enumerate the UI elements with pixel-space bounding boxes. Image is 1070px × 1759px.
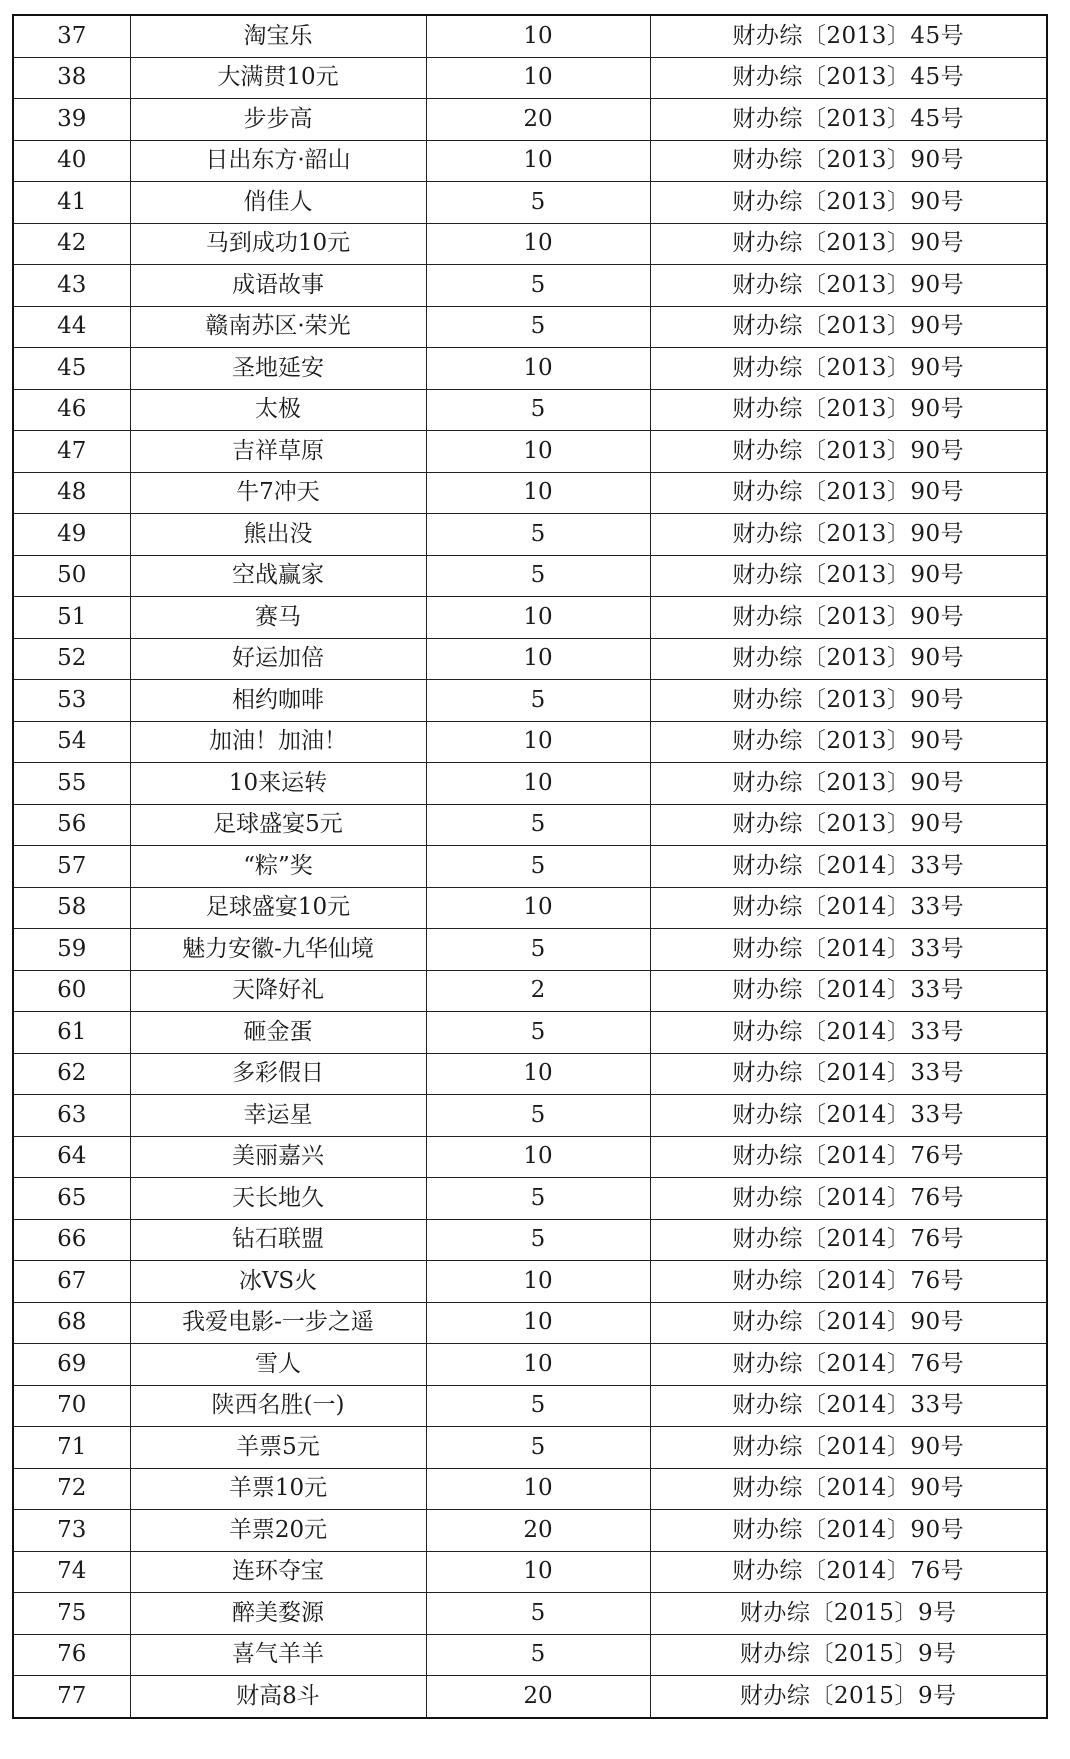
- table-row: [13, 1551, 1047, 1593]
- face-value-cell: 10: [426, 1468, 650, 1510]
- row-number-cell: 71: [13, 1427, 130, 1469]
- face-value-cell: 5: [426, 1385, 650, 1427]
- face-value-cell: 5: [426, 1012, 650, 1054]
- game-name-cell: “粽”奖: [130, 846, 426, 888]
- document-number-cell: 财办综〔2014〕33号: [650, 846, 1047, 888]
- face-value-cell: 5: [426, 846, 650, 888]
- document-number-cell: 财办综〔2014〕33号: [650, 929, 1047, 971]
- game-name-cell: 大满贯10元: [130, 57, 426, 99]
- table-row: [13, 1634, 1047, 1676]
- game-name-cell: 羊票10元: [130, 1468, 426, 1510]
- table-row: [13, 680, 1047, 722]
- face-value-cell: 10: [426, 15, 650, 57]
- face-value-cell: 10: [426, 472, 650, 514]
- face-value-cell: 5: [426, 182, 650, 224]
- row-number-cell: 45: [13, 348, 130, 390]
- game-name-cell: 圣地延安: [130, 348, 426, 390]
- row-number-cell: 76: [13, 1634, 130, 1676]
- face-value-cell: 5: [426, 514, 650, 556]
- document-number-cell: 财办综〔2014〕90号: [650, 1468, 1047, 1510]
- row-number-cell: 56: [13, 804, 130, 846]
- face-value-cell: 10: [426, 638, 650, 680]
- row-number-cell: 38: [13, 57, 130, 99]
- game-name-cell: 牛7冲天: [130, 472, 426, 514]
- game-name-cell: 财高8斗: [130, 1676, 426, 1718]
- face-value-cell: 5: [426, 1178, 650, 1220]
- row-number-cell: 53: [13, 680, 130, 722]
- face-value-cell: 5: [426, 306, 650, 348]
- face-value-cell: 5: [426, 929, 650, 971]
- face-value-cell: 10: [426, 431, 650, 473]
- table-row: [13, 1219, 1047, 1261]
- table-row: [13, 348, 1047, 390]
- document-number-cell: 财办综〔2013〕90号: [650, 555, 1047, 597]
- game-name-cell: 天降好礼: [130, 970, 426, 1012]
- face-value-cell: 5: [426, 1219, 650, 1261]
- document-number-cell: 财办综〔2013〕90号: [650, 680, 1047, 722]
- document-number-cell: 财办综〔2014〕33号: [650, 887, 1047, 929]
- row-number-cell: 77: [13, 1676, 130, 1718]
- face-value-cell: 5: [426, 1095, 650, 1137]
- table-row: [13, 1053, 1047, 1095]
- game-name-cell: 喜气羊羊: [130, 1634, 426, 1676]
- game-name-cell: 钻石联盟: [130, 1219, 426, 1261]
- row-number-cell: 65: [13, 1178, 130, 1220]
- row-number-cell: 61: [13, 1012, 130, 1054]
- game-name-cell: 足球盛宴10元: [130, 887, 426, 929]
- table-row: [13, 99, 1047, 141]
- document-number-cell: 财办综〔2013〕90号: [650, 472, 1047, 514]
- document-number-cell: 财办综〔2014〕33号: [650, 1053, 1047, 1095]
- table-row: [13, 763, 1047, 805]
- document-number-cell: 财办综〔2013〕45号: [650, 15, 1047, 57]
- game-name-cell: 成语故事: [130, 265, 426, 307]
- face-value-cell: 5: [426, 389, 650, 431]
- row-number-cell: 62: [13, 1053, 130, 1095]
- face-value-cell: 20: [426, 1676, 650, 1718]
- document-number-cell: 财办综〔2014〕33号: [650, 1012, 1047, 1054]
- document-number-cell: 财办综〔2014〕33号: [650, 1095, 1047, 1137]
- row-number-cell: 39: [13, 99, 130, 141]
- table-row: [13, 1385, 1047, 1427]
- table-row: [13, 638, 1047, 680]
- game-name-cell: 淘宝乐: [130, 15, 426, 57]
- document-number-cell: 财办综〔2013〕90号: [650, 804, 1047, 846]
- face-value-cell: 20: [426, 99, 650, 141]
- face-value-cell: 10: [426, 1261, 650, 1303]
- table-row: [13, 1012, 1047, 1054]
- document-number-cell: 财办综〔2014〕76号: [650, 1344, 1047, 1386]
- face-value-cell: 5: [426, 555, 650, 597]
- game-name-cell: 多彩假日: [130, 1053, 426, 1095]
- face-value-cell: 10: [426, 1344, 650, 1386]
- face-value-cell: 10: [426, 57, 650, 99]
- game-name-cell: 赣南苏区·荣光: [130, 306, 426, 348]
- document-number-cell: 财办综〔2013〕90号: [650, 140, 1047, 182]
- row-number-cell: 70: [13, 1385, 130, 1427]
- table-row: [13, 1136, 1047, 1178]
- row-number-cell: 40: [13, 140, 130, 182]
- face-value-cell: 10: [426, 223, 650, 265]
- game-name-cell: 砸金蛋: [130, 1012, 426, 1054]
- table-body: [13, 15, 1047, 1718]
- document-number-cell: 财办综〔2014〕76号: [650, 1261, 1047, 1303]
- table-row: [13, 929, 1047, 971]
- face-value-cell: 10: [426, 348, 650, 390]
- document-number-cell: 财办综〔2014〕90号: [650, 1510, 1047, 1552]
- table-row: [13, 1261, 1047, 1303]
- table-row: [13, 57, 1047, 99]
- row-number-cell: 67: [13, 1261, 130, 1303]
- document-number-cell: 财办综〔2013〕45号: [650, 57, 1047, 99]
- game-name-cell: 相约咖啡: [130, 680, 426, 722]
- row-number-cell: 57: [13, 846, 130, 888]
- row-number-cell: 41: [13, 182, 130, 224]
- game-name-cell: 醉美婺源: [130, 1593, 426, 1635]
- row-number-cell: 42: [13, 223, 130, 265]
- document-number-cell: 财办综〔2013〕90号: [650, 431, 1047, 473]
- row-number-cell: 47: [13, 431, 130, 473]
- table-row: [13, 1344, 1047, 1386]
- document-number-cell: 财办综〔2013〕90号: [650, 721, 1047, 763]
- face-value-cell: 10: [426, 1302, 650, 1344]
- face-value-cell: 5: [426, 804, 650, 846]
- game-name-cell: 10来运转: [130, 763, 426, 805]
- document-number-cell: 财办综〔2013〕90号: [650, 389, 1047, 431]
- game-name-cell: 俏佳人: [130, 182, 426, 224]
- row-number-cell: 44: [13, 306, 130, 348]
- document-number-cell: 财办综〔2014〕90号: [650, 1427, 1047, 1469]
- table-row: [13, 555, 1047, 597]
- document-number-cell: 财办综〔2014〕33号: [650, 970, 1047, 1012]
- game-name-cell: 熊出没: [130, 514, 426, 556]
- document-number-cell: 财办综〔2013〕90号: [650, 306, 1047, 348]
- document-number-cell: 财办综〔2014〕76号: [650, 1136, 1047, 1178]
- game-name-cell: 冰VS火: [130, 1261, 426, 1303]
- game-name-cell: 足球盛宴5元: [130, 804, 426, 846]
- table-row: [13, 970, 1047, 1012]
- row-number-cell: 58: [13, 887, 130, 929]
- face-value-cell: 10: [426, 597, 650, 639]
- table-row: [13, 1676, 1047, 1718]
- table-row: [13, 15, 1047, 57]
- row-number-cell: 52: [13, 638, 130, 680]
- game-name-cell: 连环夺宝: [130, 1551, 426, 1593]
- game-name-cell: 空战赢家: [130, 555, 426, 597]
- table-row: [13, 223, 1047, 265]
- document-number-cell: 财办综〔2014〕76号: [650, 1178, 1047, 1220]
- face-value-cell: 5: [426, 1593, 650, 1635]
- row-number-cell: 54: [13, 721, 130, 763]
- document-number-cell: 财办综〔2014〕76号: [650, 1219, 1047, 1261]
- table-row: [13, 514, 1047, 556]
- game-name-cell: 日出东方·韶山: [130, 140, 426, 182]
- row-number-cell: 73: [13, 1510, 130, 1552]
- table-row: [13, 1427, 1047, 1469]
- face-value-cell: 10: [426, 887, 650, 929]
- game-name-cell: 天长地久: [130, 1178, 426, 1220]
- table-row: [13, 1095, 1047, 1137]
- table-row: [13, 1593, 1047, 1635]
- face-value-cell: 10: [426, 1053, 650, 1095]
- game-name-cell: 好运加倍: [130, 638, 426, 680]
- table-row: [13, 140, 1047, 182]
- face-value-cell: 5: [426, 1634, 650, 1676]
- table-row: [13, 265, 1047, 307]
- row-number-cell: 63: [13, 1095, 130, 1137]
- game-name-cell: 羊票20元: [130, 1510, 426, 1552]
- row-number-cell: 48: [13, 472, 130, 514]
- game-name-cell: 陕西名胜(一): [130, 1385, 426, 1427]
- row-number-cell: 74: [13, 1551, 130, 1593]
- document-number-cell: 财办综〔2015〕9号: [650, 1634, 1047, 1676]
- table-row: [13, 472, 1047, 514]
- face-value-cell: 10: [426, 763, 650, 805]
- table-row: [13, 846, 1047, 888]
- face-value-cell: 5: [426, 1427, 650, 1469]
- row-number-cell: 51: [13, 597, 130, 639]
- table-row: [13, 1510, 1047, 1552]
- table-row: [13, 306, 1047, 348]
- row-number-cell: 75: [13, 1593, 130, 1635]
- face-value-cell: 20: [426, 1510, 650, 1552]
- document-number-cell: 财办综〔2014〕33号: [650, 1385, 1047, 1427]
- document-number-cell: 财办综〔2013〕90号: [650, 348, 1047, 390]
- row-number-cell: 68: [13, 1302, 130, 1344]
- document-number-cell: 财办综〔2014〕76号: [650, 1551, 1047, 1593]
- game-name-cell: 马到成功10元: [130, 223, 426, 265]
- table-row: [13, 1178, 1047, 1220]
- table-row: [13, 1468, 1047, 1510]
- game-name-cell: 美丽嘉兴: [130, 1136, 426, 1178]
- document-number-cell: 财办综〔2013〕90号: [650, 265, 1047, 307]
- row-number-cell: 37: [13, 15, 130, 57]
- document-number-cell: 财办综〔2013〕90号: [650, 182, 1047, 224]
- game-name-cell: 太极: [130, 389, 426, 431]
- face-value-cell: 10: [426, 1136, 650, 1178]
- table-row: [13, 431, 1047, 473]
- game-name-cell: 魅力安徽-九华仙境: [130, 929, 426, 971]
- game-name-cell: 吉祥草原: [130, 431, 426, 473]
- row-number-cell: 72: [13, 1468, 130, 1510]
- document-number-cell: 财办综〔2013〕90号: [650, 223, 1047, 265]
- row-number-cell: 69: [13, 1344, 130, 1386]
- row-number-cell: 66: [13, 1219, 130, 1261]
- row-number-cell: 64: [13, 1136, 130, 1178]
- document-number-cell: 财办综〔2013〕90号: [650, 638, 1047, 680]
- row-number-cell: 46: [13, 389, 130, 431]
- row-number-cell: 55: [13, 763, 130, 805]
- table-row: [13, 597, 1047, 639]
- table-row: [13, 182, 1047, 224]
- document-number-cell: 财办综〔2015〕9号: [650, 1593, 1047, 1635]
- row-number-cell: 49: [13, 514, 130, 556]
- row-number-cell: 43: [13, 265, 130, 307]
- row-number-cell: 59: [13, 929, 130, 971]
- face-value-cell: 10: [426, 140, 650, 182]
- game-name-cell: 步步高: [130, 99, 426, 141]
- table-row: [13, 389, 1047, 431]
- table-row: [13, 804, 1047, 846]
- game-name-cell: 羊票5元: [130, 1427, 426, 1469]
- row-number-cell: 60: [13, 970, 130, 1012]
- table-row: [13, 721, 1047, 763]
- document-number-cell: 财办综〔2014〕90号: [650, 1302, 1047, 1344]
- face-value-cell: 10: [426, 721, 650, 763]
- face-value-cell: 5: [426, 680, 650, 722]
- game-name-cell: 加油！加油！: [130, 721, 426, 763]
- document-number-cell: 财办综〔2013〕90号: [650, 763, 1047, 805]
- table-row: [13, 1302, 1047, 1344]
- face-value-cell: 5: [426, 265, 650, 307]
- row-number-cell: 50: [13, 555, 130, 597]
- game-name-cell: 幸运星: [130, 1095, 426, 1137]
- face-value-cell: 10: [426, 1551, 650, 1593]
- game-name-cell: 赛马: [130, 597, 426, 639]
- face-value-cell: 2: [426, 970, 650, 1012]
- document-number-cell: 财办综〔2013〕90号: [650, 514, 1047, 556]
- lottery-table: [12, 14, 1048, 1719]
- document-number-cell: 财办综〔2013〕45号: [650, 99, 1047, 141]
- table-row: [13, 887, 1047, 929]
- game-name-cell: 雪人: [130, 1344, 426, 1386]
- document-number-cell: 财办综〔2015〕9号: [650, 1676, 1047, 1718]
- game-name-cell: 我爱电影-一步之遥: [130, 1302, 426, 1344]
- document-number-cell: 财办综〔2013〕90号: [650, 597, 1047, 639]
